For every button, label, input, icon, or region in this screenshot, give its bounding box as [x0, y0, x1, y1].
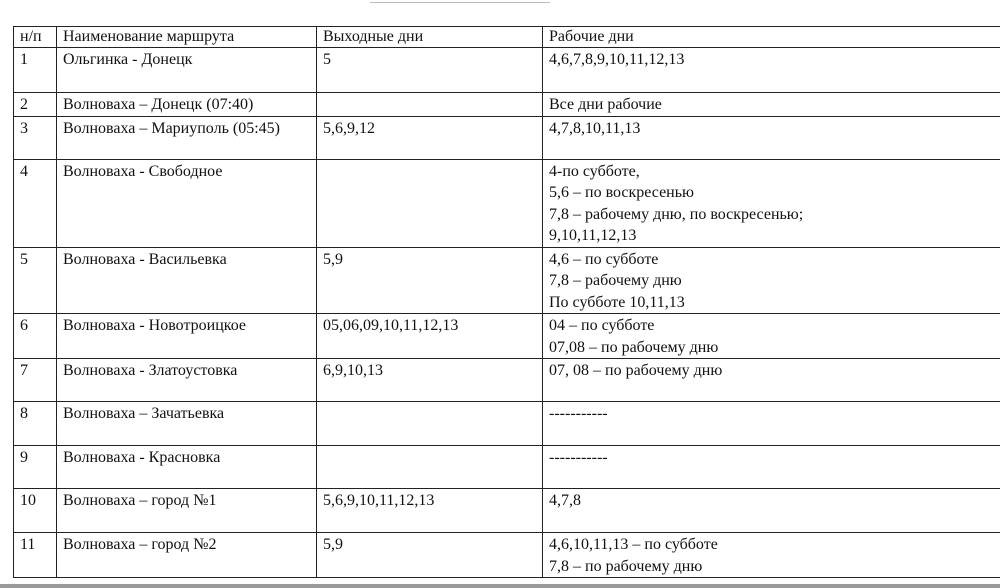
days-off: 5,9 — [317, 247, 543, 314]
header-working-days: Рабочие дни — [543, 27, 1000, 48]
row-number: 6 — [14, 314, 57, 359]
row-number: 4 — [14, 159, 57, 247]
days-off: 5 — [317, 48, 543, 93]
table-row — [14, 446, 1000, 489]
days-off: 5,6,9,12 — [317, 116, 543, 159]
route-name: Волноваха – Мариуполь (05:45) — [57, 116, 317, 159]
working-days — [543, 159, 1000, 247]
row-number: 1 — [14, 48, 57, 93]
row-number: 10 — [14, 489, 57, 533]
working-days — [543, 489, 1000, 533]
working-days-line: 4,6 – по субботе — [549, 250, 659, 268]
route-name: Волноваха - Новотроицкое — [57, 314, 317, 359]
bottom-edge-bar — [0, 584, 1000, 588]
route-name: Ольгинка - Донецк — [57, 48, 317, 93]
working-days-line: 4-по субботе, — [549, 162, 640, 180]
working-days-line: 7,8 – по рабочему дню — [549, 557, 703, 575]
working-days-line: 4,6,10,11,13 – по субботе — [549, 536, 718, 553]
route-name: Волноваха - Свободное — [57, 159, 317, 247]
days-off: 5,9 — [317, 533, 543, 578]
table-header-row — [14, 27, 1000, 48]
route-name: Волноваха – город №1 — [57, 489, 317, 533]
days-off — [317, 93, 543, 117]
working-days-line: 07, 08 – по рабочему дню — [549, 362, 723, 379]
working-days-line: 04 – по субботе — [549, 317, 655, 334]
route-name: Волноваха - Красновка — [57, 446, 317, 489]
header-days-off: Выходные дни — [317, 27, 543, 48]
working-days-line: ----------- — [549, 449, 608, 466]
table-row — [14, 402, 1000, 446]
route-name: Волноваха – Донецк (07:40) — [57, 93, 317, 117]
header-route-name: Наименование маршрута — [57, 27, 317, 48]
working-days — [543, 446, 1000, 489]
row-number: 3 — [14, 116, 57, 159]
working-days-line: 7,8 – рабочему дню, по воскресенью; — [549, 205, 804, 223]
table-row — [14, 533, 1000, 578]
working-days — [543, 48, 1000, 93]
header-number: н/п — [14, 27, 57, 48]
days-off — [317, 402, 543, 446]
days-off: 5,6,9,10,11,12,13 — [317, 489, 543, 533]
working-days-line: 4,7,8 — [549, 492, 581, 509]
working-days-line: 4,6,7,8,9,10,11,12,13 — [549, 51, 685, 68]
row-number: 11 — [14, 533, 57, 578]
days-off — [317, 159, 543, 247]
route-name: Волноваха – город №2 — [57, 533, 317, 578]
days-off — [317, 446, 543, 489]
working-days-line: По субботе 10,11,13 — [549, 293, 685, 311]
row-number: 8 — [14, 402, 57, 446]
working-days — [543, 402, 1000, 446]
working-days-line: 9,10,11,12,13 — [549, 227, 637, 244]
table-row — [14, 247, 1000, 314]
table-row — [14, 489, 1000, 533]
working-days — [543, 116, 1000, 159]
route-name: Волноваха - Васильевка — [57, 247, 317, 314]
route-name: Волноваха – Зачатьевка — [57, 402, 317, 446]
table-row — [14, 93, 1000, 117]
working-days-line: 7,8 – рабочему дню — [549, 272, 682, 289]
row-number: 9 — [14, 446, 57, 489]
table-row — [14, 159, 1000, 247]
working-days — [543, 533, 1000, 578]
row-number: 7 — [14, 359, 57, 402]
table-row — [14, 359, 1000, 402]
row-number: 2 — [14, 93, 57, 117]
working-days — [543, 247, 1000, 314]
days-off: 6,9,10,13 — [317, 359, 543, 402]
working-days — [543, 93, 1000, 117]
cropped-title-edge — [370, 0, 550, 3]
routes-schedule-table — [13, 26, 1000, 578]
table-row — [14, 116, 1000, 159]
working-days-line: 5,6 – по воскресенью — [549, 184, 694, 201]
table-row — [14, 48, 1000, 93]
working-days-line: 07,08 – по рабочему дню — [549, 338, 719, 356]
working-days-line: 4,7,8,10,11,13 — [549, 119, 641, 137]
days-off: 05,06,09,10,11,12,13 — [317, 314, 543, 359]
working-days — [543, 359, 1000, 402]
working-days — [543, 314, 1000, 359]
working-days-line: Все дни рабочие — [549, 96, 662, 113]
row-number: 5 — [14, 247, 57, 314]
table-row — [14, 314, 1000, 359]
working-days-line: ----------- — [549, 405, 608, 422]
route-name: Волноваха - Златоустовка — [57, 359, 317, 402]
